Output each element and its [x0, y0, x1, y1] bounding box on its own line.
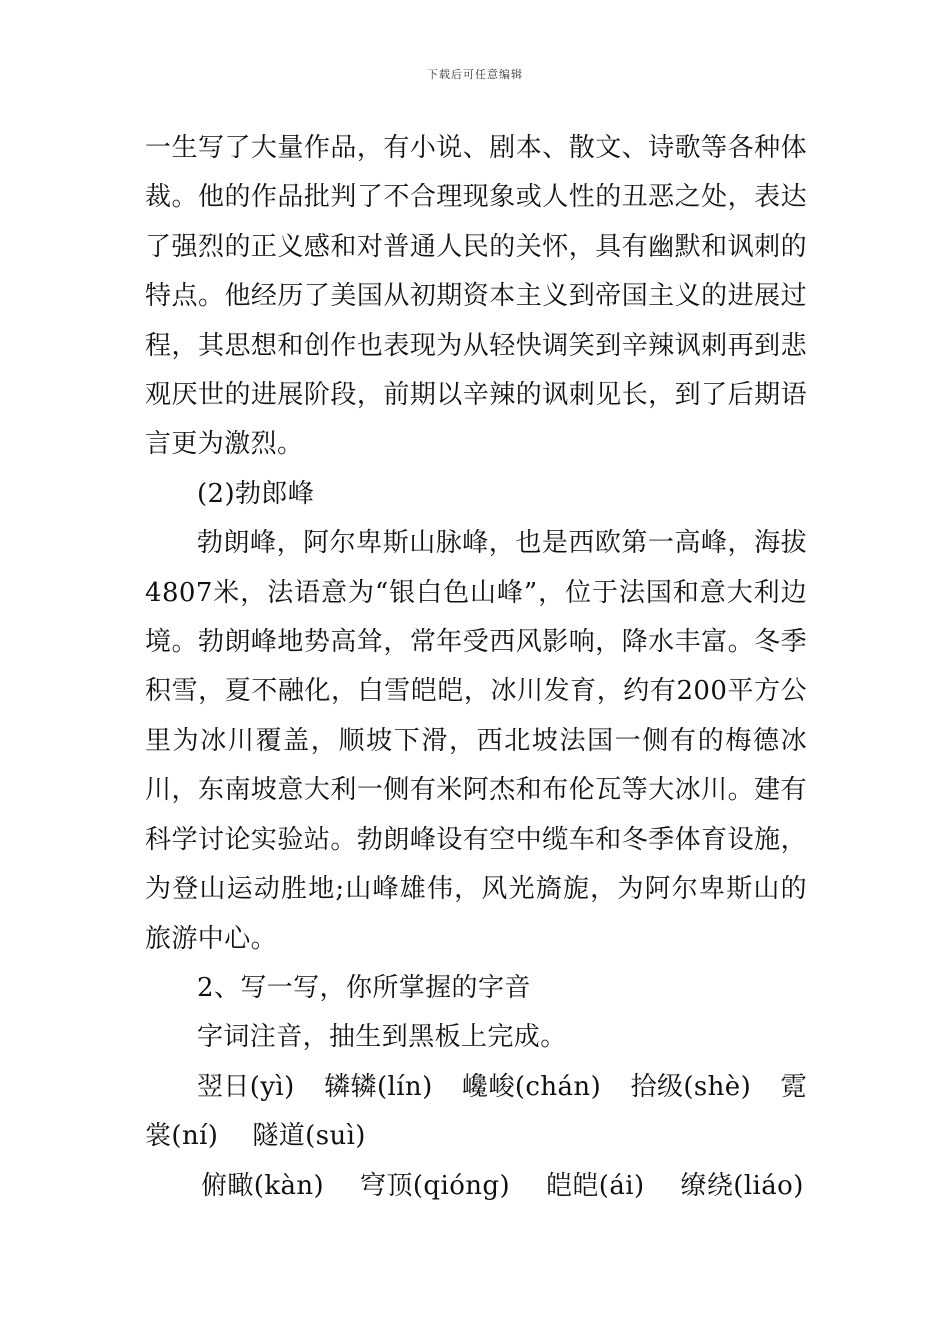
paragraph-mont-blanc: 勃朗峰，阿尔卑斯山脉峰，也是西欧第一高峰，海拔4807米，法语意为“银白色山峰”，位于法国和意大利边境。勃朗峰地势高耸，常年受西风影响，降水丰富。冬季积雪，夏不融化，白雪皑皑，冰川发育，约有200平方公里为冰川覆盖，顺坡下滑，西北坡法国一侧有的梅德冰川，东南坡意大利一侧有米阿杰和布伦瓦等大冰川。建有科学讨论实验站。勃朗峰设有空中缆车和冬季体育设施，为登山运动胜地;山峰雄伟，风光旖旎，为阿尔卑斯山的旅游中心。 [145, 528, 807, 954]
paragraph-author-works: 一生写了大量作品，有小说、剧本、散文、诗歌等各种体裁。他的作品批判了不合理现象或人性的丑恶之处，表达了强烈的正义感和对普通人民的关怀，具有幽默和讽刺的特点。他经历了美国从初期资本主义到帝国主义的进展过程，其思想和创作也表现为从轻快调笑到辛辣讽刺再到悲观厌世的进展阶段，前期以辛辣的讽刺见长，到了后期语言更为激烈。 [145, 133, 807, 460]
pinyin-row-2 [145, 1112, 807, 1161]
page-header: 下载后可任意编辑 [427, 68, 523, 81]
pinyin-term: 巉峻(chán) [462, 1071, 602, 1102]
pinyin-term: 裳(ní) [145, 1121, 219, 1152]
pinyin-row-1 [145, 1063, 807, 1112]
pinyin-term: 辚辚(lín) [324, 1071, 433, 1102]
pinyin-term: 翌日(yì) [197, 1071, 295, 1102]
pinyin-term: 拾级(shè) [630, 1071, 752, 1102]
document-body [145, 124, 807, 1211]
pinyin-term: 俯瞰(kàn) [201, 1170, 325, 1201]
section-heading-mont-blanc: (2)勃郎峰 [197, 478, 315, 509]
pinyin-term: 皑皑(ái) [545, 1170, 645, 1201]
paragraph-instruction: 字词注音，抽生到黑板上完成。 [197, 1022, 567, 1053]
section-heading-pronunciation: 2、写一写，你所掌握的字音 [197, 972, 531, 1003]
pinyin-row-3 [145, 1162, 807, 1211]
pinyin-term: 穹顶(qióng) [360, 1170, 510, 1201]
pinyin-term: 隧道(suì) [252, 1121, 366, 1152]
pinyin-term: 霓 [780, 1071, 807, 1102]
pinyin-term: 缭绕(liáo) [680, 1170, 804, 1201]
